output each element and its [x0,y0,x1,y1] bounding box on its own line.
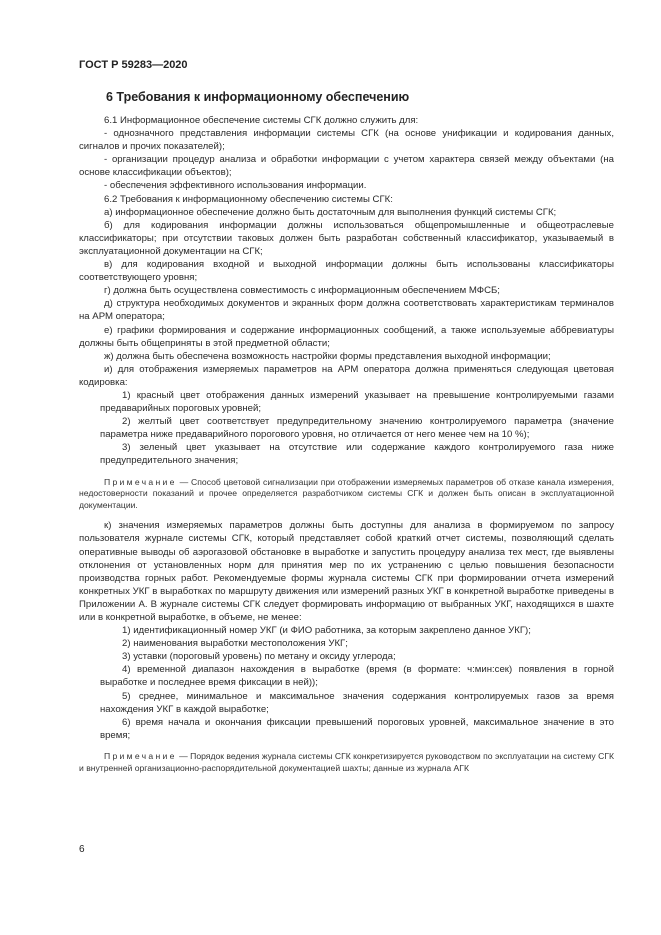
sub-item: 5) среднее, минимальное и максимальное значения содержания контролируемых газов за время нахождения УКГ в каждой выработке; [100,690,614,715]
note-label: Примечание [104,750,177,761]
list-item-b: б) для кодирования информации должны использоваться общепромышленные и общеотраслевые классификаторы; при отсутствии таковых должен быть разработан собственный классификатор, указываемый в эксплуатационной документации на СГК; [79,219,614,257]
section-heading: 6 Требования к информационному обеспечению [106,90,410,104]
sub-item: 3) уставки (пороговый уровень) по метану и оксиду углерода; [122,651,396,663]
note-1 [79,477,614,512]
sub-item: 1) идентификационный номер УКГ (и ФИО работника, за которым закреплено данное УКГ); [122,625,531,637]
list-item-i: и) для отображения измеряемых параметров на АРМ оператора должна применяться следующая цветовая кодировка: [79,363,614,388]
list-item-d: д) структура необходимых документов и экранных форм должна соответствовать характеристикам терминалов на АРМ оператора; [79,298,614,323]
list-item: - организации процедур анализа и обработки информации с учетом характера связей между объектами (на основе классификации объектов); [79,154,614,179]
list-item-v: в) для кодирования входной и выходной информации должны быть использованы классификаторы соответствующего уровня; [79,259,614,284]
sub-item: 4) временной диапазон нахождения в выработке (время (в формате: ч:мин:сек) появления в горной выработке и последнее время фиксации в ней)); [100,664,614,689]
page-number: 6 [79,844,85,855]
list-item: - обеспечения эффективного использования информации. [104,180,367,192]
note-2 [79,751,614,774]
note-text: — Порядок ведения журнала системы СГК конкретизируется руководством по эксплуатации на систему СГК и внутренней организационно-распорядительной документацией шахты; данные из журнала АГК [79,750,614,773]
sub-item-red: 1) красный цвет отображения данных измерений указывает на превышение контролируемыми газами предаварийных пороговых уровней; [100,389,614,415]
standard-designation: ГОСТ Р 59283—2020 [79,59,188,71]
sub-item-green: 3) зеленый цвет указывает на отсутствие или содержание каждого контролируемого газа ниже предупредительного значения; [100,442,614,467]
list-item-zh: ж) должна быть обеспечена возможность настройки формы представления выходной информации; [104,350,551,362]
list-item-a: а) информационное обеспечение должно быть достаточным для выполнения функций системы СГК; [104,206,557,218]
list-item-e: е) графики формирования и содержание информационных сообщений, а также используемые аббревиатуры должны быть общеприняты в этой предметной области; [79,324,614,349]
list-item-g: г) должна быть осуществлена совместимость с информационным обеспечением МФСБ; [104,285,500,297]
sub-item-yellow: 2) желтый цвет соответствует предупредительному значению контролируемого параметра (значение параметра ниже предаварийного порогового уровня, но отличается от него менее чем на 10 %); [100,416,614,441]
list-item: - однозначного представления информации системы СГК (на основе унификации и кодирования данных, сигналов и прочих показателей); [79,128,614,153]
note-text: — Способ цветовой сигнализации при отображении измеряемых параметров об отказе канала измерения, недостоверности показаний и прочее определяется разработчиком системы СГК и должен быть описан в эксплуатационной документации. [79,476,614,510]
clause-6-1: 6.1 Информационное обеспечение системы СГК должно служить для: [104,115,419,126]
note-label: Примечание [104,476,177,487]
sub-item: 6) время начала и окончания фиксации превышений пороговых уровней, максимальное значение в это время; [100,716,614,741]
section-body [79,114,614,782]
sub-item: 2) наименования выработки местоположения УКГ; [122,638,348,650]
list-item-k: к) значения измеряемых параметров должны быть доступны для анализа в формируемом по запросу пользователя журнале системы СГК, который представляет собой краткий отчет системы, позволяющий сделать оперативные выводы об аэрогазовой обстановке в выработке и запустить процедуру анализа тех мест, где выявлены отклонения от установленных норм для принятия мер по их устранению с целью повышения безопасности производства горных работ. Рекомендуемые формы журнала системы СГК при формировании отчета измерений конкретных УКГ в выработках по маршруту движения или измерений разных УКГ в конкретной выработке приведены в Приложении А. В журнале системы СГК следует формировать информацию от выбранных УКГ, находящихся в шахте или в конкретной выработке, в объеме, не менее: [79,520,614,623]
clause-6-2: 6.2 Требования к информационному обеспечению системы СГК: [104,193,393,205]
